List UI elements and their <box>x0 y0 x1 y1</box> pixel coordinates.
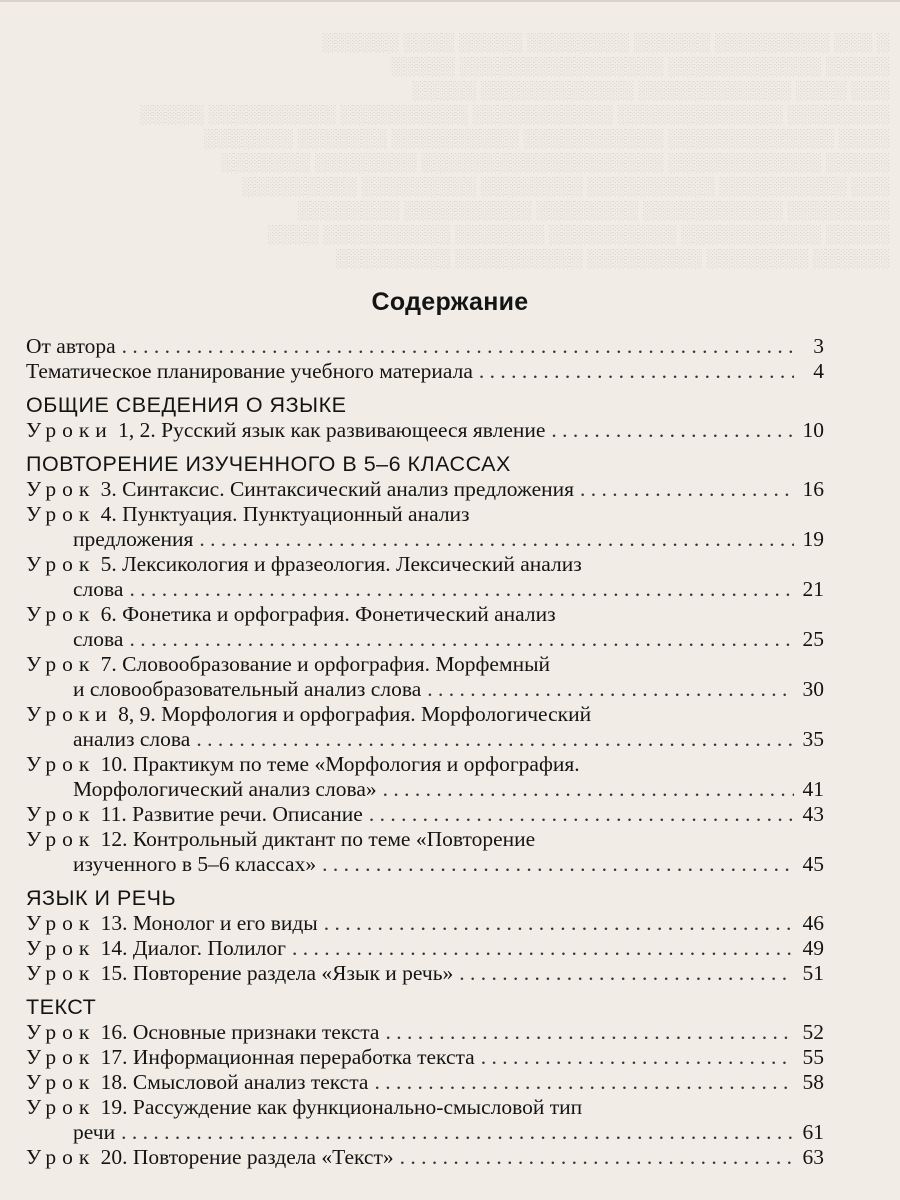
page-number: 49 <box>802 936 824 960</box>
lesson-number: 3. <box>100 477 117 501</box>
toc-entry-line <box>26 359 824 384</box>
lesson-title: Фонетика и орфография. Фонетический анализ <box>122 602 556 626</box>
dot-leader <box>374 1070 794 1095</box>
toc-entry-line <box>26 1020 824 1045</box>
toc-entry <box>26 1070 824 1095</box>
page-title: Содержание <box>371 288 529 316</box>
lesson-title: Повторение раздела «Текст» <box>132 1145 394 1169</box>
toc-entry <box>26 1095 824 1145</box>
lesson-label: Урок <box>26 827 96 851</box>
toc-entry-line <box>26 852 824 877</box>
lesson-title-continued: и словообразовательный анализ слова <box>73 677 422 701</box>
toc-entry-text <box>73 727 190 752</box>
lesson-title-continued: изученного в 5–6 классах» <box>73 852 317 876</box>
lesson-number: 13. <box>100 911 128 935</box>
toc-entry <box>26 502 824 552</box>
lesson-number: 4. <box>100 502 117 526</box>
lesson-label: Урок <box>26 911 96 935</box>
lesson-number: 18. <box>100 1070 128 1094</box>
dot-leader <box>292 936 794 961</box>
toc-entry-text <box>73 852 316 877</box>
toc-entry-text <box>73 677 421 702</box>
lesson-title: Русский язык как развивающееся явление <box>161 418 546 442</box>
lesson-title: Диалог. Полилог <box>132 936 286 960</box>
toc-entry-line <box>26 911 824 936</box>
toc-entry-text <box>73 777 377 802</box>
toc-entry <box>26 936 824 961</box>
lesson-label: Урок <box>26 752 96 776</box>
toc-entry-text <box>73 527 193 552</box>
page-number: 41 <box>802 777 824 801</box>
section-heading: ЯЗЫК И РЕЧЬ <box>26 886 177 910</box>
page-number: 52 <box>802 1020 824 1044</box>
lesson-label: Урок <box>26 1145 96 1169</box>
lesson-title-continued: слова <box>73 577 124 601</box>
dot-leader <box>129 627 794 652</box>
page-number: 30 <box>802 677 824 701</box>
section-heading: ТЕКСТ <box>26 995 97 1019</box>
lesson-label: Урок <box>26 1070 96 1094</box>
toc-entry-text <box>26 1070 368 1095</box>
lesson-label: Урок <box>26 477 96 501</box>
lesson-label: Урок <box>26 1095 96 1119</box>
lesson-number: 12. <box>100 827 128 851</box>
toc-entry-line <box>26 802 824 827</box>
toc-entry-line <box>26 334 824 359</box>
dot-leader <box>129 577 794 602</box>
lesson-number: 17. <box>100 1045 128 1069</box>
page-number: 61 <box>802 1120 824 1144</box>
lesson-number: 14. <box>100 936 128 960</box>
toc-entry-line <box>26 702 824 727</box>
lesson-title: Словообразование и орфография. Морфемный <box>122 652 551 676</box>
lesson-label: Урок <box>26 802 96 826</box>
section-heading: ПОВТОРЕНИЕ ИЗУЧЕННОГО В 5–6 КЛАССАХ <box>26 452 511 476</box>
toc-entry <box>26 1020 824 1045</box>
table-of-contents <box>26 334 824 1170</box>
toc-entry-text <box>73 1120 115 1145</box>
intro-title: От автора <box>26 334 116 358</box>
page-number: 19 <box>802 527 824 551</box>
toc-entry-text <box>26 359 473 384</box>
lesson-label: Урок <box>26 1045 96 1069</box>
dot-leader <box>427 677 794 702</box>
toc-entry-text <box>26 802 363 827</box>
toc-entry-line <box>26 602 824 627</box>
lesson-title: Лексикология и фразеология. Лексический анализ <box>122 552 582 576</box>
page-number: 63 <box>802 1145 824 1169</box>
lesson-number: 10. <box>100 752 128 776</box>
toc-entry <box>26 477 824 502</box>
page-number: 46 <box>802 911 824 935</box>
toc-entry-line <box>26 627 824 652</box>
lesson-label: Урок <box>26 961 96 985</box>
lesson-title: Синтаксис. Синтаксический анализ предложения <box>122 477 575 501</box>
toc-entry-text <box>26 961 453 986</box>
dot-leader <box>551 418 794 443</box>
page-number: 55 <box>802 1045 824 1069</box>
page-edge <box>0 0 900 2</box>
toc-entry-line <box>26 527 824 552</box>
lesson-title: Смысловой анализ текста <box>132 1070 369 1094</box>
toc-entry <box>26 1045 824 1070</box>
toc-entry-line <box>26 961 824 986</box>
toc-entry-line <box>26 1095 824 1120</box>
lesson-title-continued: речи <box>73 1120 116 1144</box>
show-through-texture: ░ ░░░ ░░░░░░░░░ ░░░░░░ ░░░░░░░░ ░░░░░ ░░░░ ░░░░░░ ░░░░░ ░░░░░░░░░░░░ ░░░░░░░░░░░░░░░░ ░░░░░ ░░░ ░░░░ ░░░░░░░░░░░░ ░░░░░░░░░░░░ ░░░░░ ░░░░░░░░ ░░░░░░░░░░░░░ ░░░░░░░░░░░ ░░░░░░░░░░ ░░░░░░░░░░ ░░░░░ ░░░░ ░░░░░░░░░░░░░ ░░░░░░░░░░░ ░░░░░░░░░░ ░░░░░░░ ░░░░░░░ ░░░░░ ░░░░░░░░░░░░ ░░░░░░░░░░░░░░░░░░░ ░░░░░░░░ ░░░░░░░ ░░░ ░░░░░░░░░░ ░░░░░░░░░░ ░░░░░░░░ ░░░░░░░░░ ░░░░░░░░░ ░░░░░░░░ ░░░░░░░░░░░ ░░░░░░░░ ░░░░░░░░░░ ░░░░░░░░ ░░░░░ ░░░░░░░░░░░ ░░░░░░░░░░ ░░░░░░░ ░░░░░░░░░░ ░░░░ ░░░░░░ ░░░░░░░░ ░░░░░░░░░ ░░░░░░░░░░ ░░░░░░░░░ <box>140 32 890 268</box>
toc-entry <box>26 552 824 602</box>
page-number: 45 <box>802 852 824 876</box>
lesson-label: Урок <box>26 502 96 526</box>
lesson-label: Урок <box>26 1020 96 1044</box>
dot-leader <box>459 961 794 986</box>
toc-entry <box>26 752 824 802</box>
lesson-title-continued: слова <box>73 627 124 651</box>
dot-leader <box>122 334 794 359</box>
lesson-number: 5. <box>100 552 117 576</box>
page-number: 3 <box>813 334 824 358</box>
dot-leader <box>400 1145 794 1170</box>
dot-leader <box>580 477 794 502</box>
dot-leader <box>196 727 794 752</box>
dot-leader <box>385 1020 794 1045</box>
lesson-label: Урок <box>26 652 96 676</box>
dot-leader <box>369 802 794 827</box>
toc-entry-line <box>26 752 824 777</box>
intro-title: Тематическое планирование учебного материала <box>26 359 473 383</box>
dot-leader <box>479 359 794 384</box>
lesson-title: Монолог и его виды <box>132 911 318 935</box>
toc-entry-line <box>26 652 824 677</box>
page-number: 16 <box>802 477 824 501</box>
dot-leader <box>481 1045 794 1070</box>
toc-entry-line <box>26 552 824 577</box>
toc-entry-text <box>26 477 574 502</box>
toc-entry <box>26 911 824 936</box>
toc-entry-text <box>26 911 318 936</box>
lesson-title: Основные признаки текста <box>132 1020 380 1044</box>
lesson-number: 19. <box>100 1095 128 1119</box>
toc-entry-text <box>26 1045 475 1070</box>
lesson-title: Практикум по теме «Морфология и орфография. <box>132 752 580 776</box>
toc-entry-text <box>26 418 545 443</box>
dot-leader <box>383 777 794 802</box>
page-number: 43 <box>802 802 824 826</box>
toc-entry-line <box>26 577 824 602</box>
toc-entry-text <box>73 577 123 602</box>
toc-entry-line <box>26 1145 824 1170</box>
toc-entry-line <box>26 1070 824 1095</box>
lesson-number: 1, 2. <box>118 418 156 442</box>
toc-entry <box>26 652 824 702</box>
lesson-title: Контрольный диктант по теме «Повторение <box>132 827 536 851</box>
page-number: 4 <box>813 359 824 383</box>
lesson-number: 11. <box>100 802 127 826</box>
lesson-label: Уроки <box>26 702 113 726</box>
lesson-number: 20. <box>100 1145 128 1169</box>
page-number: 21 <box>802 577 824 601</box>
lesson-title: Рассуждение как функционально-смысловой тип <box>132 1095 583 1119</box>
toc-entry <box>26 1145 824 1170</box>
toc-entry-line <box>26 502 824 527</box>
lesson-title-continued: анализ слова <box>73 727 191 751</box>
toc-entry-line <box>26 1120 824 1145</box>
toc-entry-line <box>26 827 824 852</box>
page-number: 58 <box>802 1070 824 1094</box>
lesson-title-continued: Морфологический анализ слова» <box>73 777 377 801</box>
lesson-label: Урок <box>26 552 96 576</box>
dot-leader <box>324 911 794 936</box>
dot-leader <box>322 852 794 877</box>
lesson-title: Морфология и орфография. Морфологический <box>161 702 592 726</box>
lesson-number: 8, 9. <box>118 702 156 726</box>
lesson-label: Уроки <box>26 418 113 442</box>
lesson-title: Информационная переработка текста <box>132 1045 475 1069</box>
toc-entry-line <box>26 1045 824 1070</box>
lesson-title: Повторение раздела «Язык и речь» <box>132 961 454 985</box>
toc-entry <box>26 961 824 986</box>
lesson-title: Пунктуация. Пунктуационный анализ <box>122 502 470 526</box>
toc-entry-line <box>26 418 824 443</box>
page-number: 25 <box>802 627 824 651</box>
toc-entry-line <box>26 477 824 502</box>
toc-entry <box>26 602 824 652</box>
section-heading: ОБЩИЕ СВЕДЕНИЯ О ЯЗЫКЕ <box>26 393 347 417</box>
toc-entry-line <box>26 777 824 802</box>
page-number: 10 <box>802 418 824 442</box>
toc-entry <box>26 827 824 877</box>
toc-entry-line <box>26 727 824 752</box>
lesson-number: 7. <box>100 652 117 676</box>
toc-entry-text <box>26 1020 379 1045</box>
lesson-title: Развитие речи. Описание <box>132 802 363 826</box>
dot-leader <box>199 527 794 552</box>
toc-entry <box>26 802 824 827</box>
toc-entry <box>26 418 824 443</box>
lesson-number: 6. <box>100 602 117 626</box>
page-number: 35 <box>802 727 824 751</box>
toc-entry-text <box>26 1145 394 1170</box>
lesson-number: 16. <box>100 1020 128 1044</box>
lesson-label: Урок <box>26 936 96 960</box>
lesson-number: 15. <box>100 961 128 985</box>
page-number: 51 <box>802 961 824 985</box>
toc-entry-text <box>26 936 286 961</box>
toc-entry-line <box>26 936 824 961</box>
toc-entry-text <box>26 334 116 359</box>
lesson-label: Урок <box>26 602 96 626</box>
toc-entry <box>26 702 824 752</box>
lesson-title-continued: предложения <box>73 527 194 551</box>
toc-entry-line <box>26 677 824 702</box>
toc-entry-text <box>73 627 123 652</box>
dot-leader <box>121 1120 794 1145</box>
